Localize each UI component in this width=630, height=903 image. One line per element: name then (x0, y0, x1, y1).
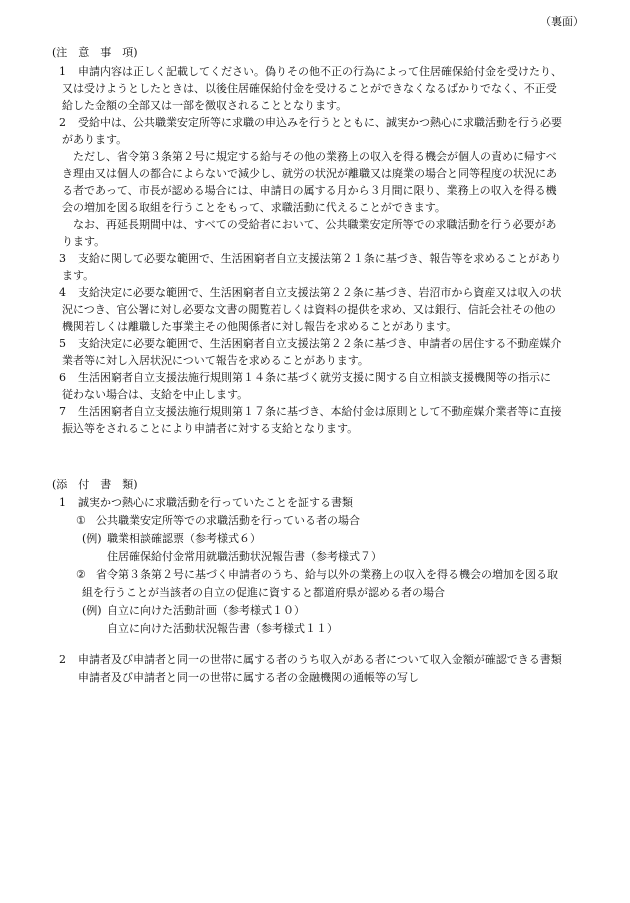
attachments-title: (添 付 書 類) (52, 478, 138, 491)
note-4-number: 4 (59, 286, 66, 299)
note-2-number: 2 (59, 116, 66, 129)
note-7-number: 7 (59, 405, 66, 418)
attachment-1-sub2-example-1: 自立に向けた活動計画（参考様式１０） (107, 604, 305, 617)
note-5-number: 5 (59, 337, 66, 350)
attachment-1-sub1-example-label: (例) (82, 532, 102, 545)
attachment-1-text: 誠実かつ熱心に求職活動を行っていたことを証する書類 (78, 496, 353, 509)
attachment-1-sub2-line-2: 組を行うことが当該者の自立の促進に資すると都道府県が認める者の場合 (82, 586, 445, 599)
note-1-line-1: 申請内容は正しく記載してください。偽りその他不正の行為によって住居確保給付金を受けたり、 (78, 65, 562, 78)
note-7-line-2: 振込等をされることにより申請者に対する支給となります。 (62, 422, 359, 435)
notes-title: (注 意 事 項) (52, 46, 138, 59)
note-5-line-1: 支給決定に必要な範囲で、生活困窮者自立支援法第２２条に基づき、申請者の居住する不動産媒介 (78, 337, 562, 350)
attachment-1-sub2-marker: ② (76, 568, 86, 581)
note-4-line-1: 支給決定に必要な範囲で、生活困窮者自立支援法第２２条に基づき、岩沼市から資産又は収入の状 (78, 286, 562, 299)
note-2-line-2: があります。 (62, 133, 128, 146)
attachment-1-sub2-example-label: (例) (82, 604, 102, 617)
note-3-line-2: ます。 (62, 269, 95, 282)
note-1-line-3: 給した金額の全部又は一部を徴収されることとなります。 (62, 99, 348, 112)
attachment-1-sub1-text: 公共職業安定所等での求職活動を行っている者の場合 (96, 514, 360, 527)
note-2-line-6: 会の増加を図る取組を行うことをもって、求職活動に代えることができます。 (62, 201, 446, 214)
attachment-1-sub2-example-2: 自立に向けた活動状況報告書（参考様式１１） (107, 622, 338, 635)
attachment-2-line-1: 申請者及び申請者と同一の世帯に属する者のうち収入がある者について収入金額が確認できる書類 (78, 653, 562, 666)
attachment-1-sub1-example-1: 職業相談確認票（参考様式６） (107, 532, 261, 545)
attachment-1-sub1-marker: ① (76, 514, 86, 527)
attachment-2-line-2: 申請者及び申請者と同一の世帯に属する者の金融機関の通帳等の写し (78, 671, 419, 684)
attachment-1-sub2-line-1: 省令第３条第２号に基づく申請者のうち、給与以外の業務上の収入を得る機会の増加を図る取 (96, 568, 558, 581)
side-label: （裏面） (540, 15, 584, 28)
note-5-line-2: 業者等に対し入居状況について報告を求めることがあります。 (62, 354, 369, 367)
note-1-line-2: 又は受けようとしたときは、以後住居確保給付金を受けることができなくなるばかりでなく、不正受 (62, 82, 557, 95)
attachment-1-number: 1 (59, 496, 66, 509)
note-6-line-1: 生活困窮者自立支援法施行規則第１４条に基づく就労支援に関する自立相談支援機関等の指示に (78, 371, 551, 384)
note-7-line-1: 生活困窮者自立支援法施行規則第１７条に基づき、本給付金は原則として不動産媒介業者等に直接 (78, 405, 562, 418)
note-4-line-3: 機関若しくは離職した事業主その他関係者に対し報告を求めることがあります。 (62, 320, 458, 333)
note-3-number: 3 (59, 252, 66, 265)
note-2-line-5: る者であって、市長が認める場合には、申請日の属する月から３月間に限り、業務上の収入を得る機 (62, 184, 557, 197)
attachment-2-number: 2 (59, 653, 66, 666)
note-6-number: 6 (59, 371, 66, 384)
note-4-line-2: 況につき、官公署に対し必要な文書の閲覧若しくは資料の提供を求め、又は銀行、信託会社その他の (62, 303, 556, 316)
note-2-line-8: ります。 (62, 235, 106, 248)
note-1-number: 1 (59, 65, 66, 78)
attachment-1-sub1-example-2: 住居確保給付金常用就職活動状況報告書（参考様式７） (107, 550, 382, 563)
note-2-line-4: き理由又は個人の都合によらないで減少し、就労の状況が離職又は廃業の場合と同等程度の状況にあ (62, 167, 557, 180)
note-3-line-1: 支給に関して必要な範囲で、生活困窮者自立支援法第２１条に基づき、報告等を求めることがあり (78, 252, 562, 265)
note-6-line-2: 従わない場合は、支給を中止します。 (62, 388, 249, 401)
note-2-line-1: 受給中は、公共職業安定所等に求職の申込みを行うとともに、誠実かつ熱心に求職活動を行う必要 (78, 116, 562, 129)
note-2-line-3: ただし、省令第３条第２号に規定する給与その他の業務上の収入を得る機会が個人の責めに帰すべ (62, 150, 557, 163)
note-2-line-7: なお、再延長期間中は、すべての受給者において、公共職業安定所等での求職活動を行う必要があ (62, 218, 557, 231)
